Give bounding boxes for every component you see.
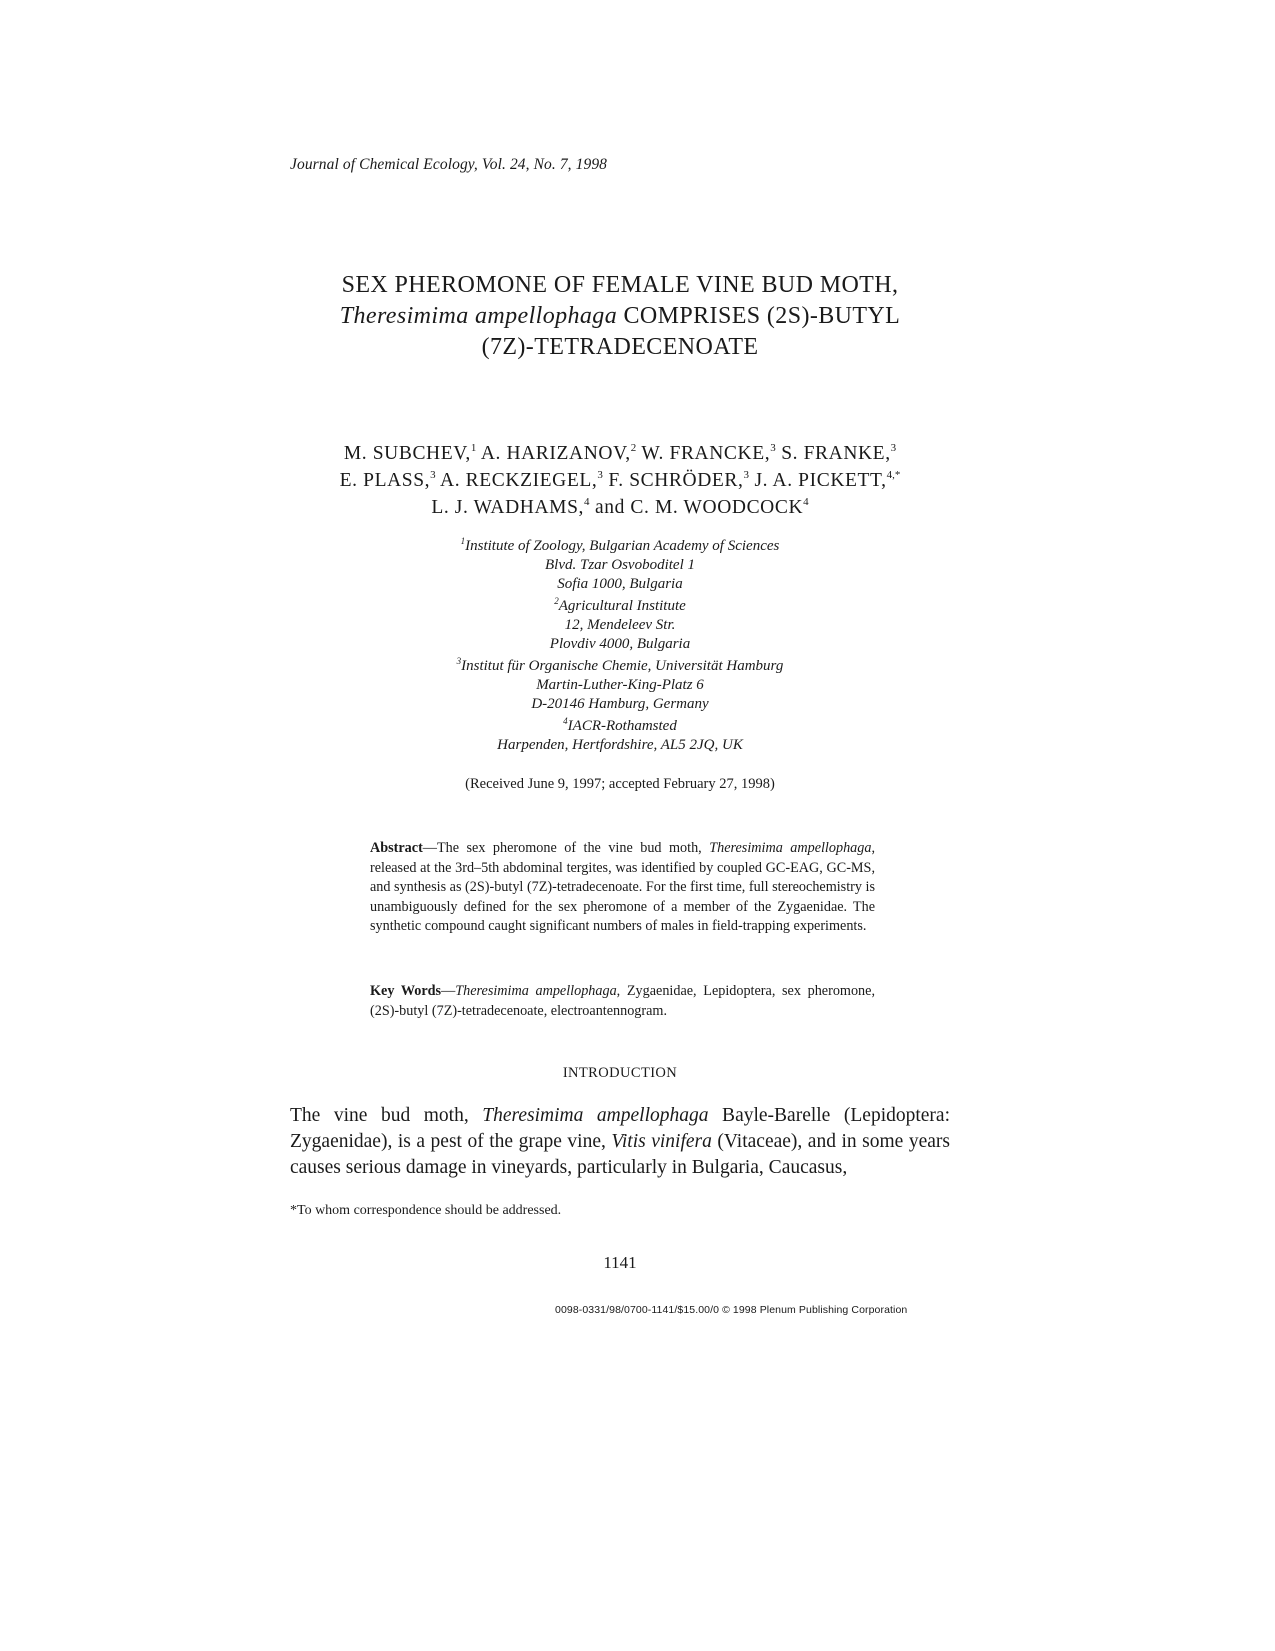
title-line-3: (7Z)-TETRADECENOATE bbox=[481, 334, 759, 360]
author: W. FRANCKE, bbox=[641, 443, 771, 464]
section-heading: INTRODUCTION bbox=[562, 1065, 678, 1081]
affiliation-sup: 1 bbox=[460, 536, 466, 546]
affiliation-list bbox=[290, 537, 950, 758]
author-sup: 2 bbox=[630, 442, 637, 454]
author-line-3 bbox=[290, 494, 950, 521]
affiliation-line: Plovdiv 4000, Bulgaria bbox=[549, 636, 691, 652]
affiliation-line: IACR-Rothamsted bbox=[567, 718, 677, 734]
intro-species: Theresimima ampellophaga bbox=[482, 1105, 709, 1126]
intro-paragraph bbox=[290, 1103, 950, 1181]
author: S. FRANKE, bbox=[781, 443, 891, 464]
received-dates: (Received June 9, 1997; accepted February 27, 1998) bbox=[465, 776, 775, 792]
abstract bbox=[370, 839, 875, 937]
title-line-2-rest: COMPRISES (2S)-BUTYL bbox=[617, 303, 901, 329]
author: M. SUBCHEV, bbox=[343, 443, 471, 464]
intro-host: Vitis vinifera bbox=[611, 1131, 712, 1152]
author: J. A. PICKETT, bbox=[754, 470, 887, 491]
affiliation-line: D-20146 Hamburg, Germany bbox=[531, 696, 709, 712]
author-sup: 3 bbox=[890, 442, 897, 454]
author: A. HARIZANOV, bbox=[480, 443, 631, 464]
intro-text: Bayle-Barelle (Lepidoptera: Zygaenidae), is a pest of the grape vine, bbox=[290, 1105, 950, 1152]
author-list bbox=[290, 440, 950, 521]
affiliation-line: Institute of Zoology, Bulgarian Academy of Sciences bbox=[465, 538, 780, 554]
keywords-text: , Zygaenidae, Lepidoptera, sex pheromone, (2S)-butyl (7Z)-tetradecenoate, electroantennogram. bbox=[370, 983, 875, 1019]
abstract-species: Theresimima ampellophaga bbox=[709, 840, 872, 856]
author: L. J. WADHAMS, bbox=[431, 497, 585, 518]
author: A. RECKZIEGEL, bbox=[440, 470, 598, 491]
affiliation-line: Sofia 1000, Bulgaria bbox=[557, 576, 683, 592]
author: and C. M. WOODCOCK bbox=[595, 497, 804, 518]
affiliation-line: Blvd. Tzar Osvoboditel 1 bbox=[545, 557, 695, 573]
author-line-1 bbox=[290, 440, 950, 467]
intro-text: (Vitaceae), and in some years causes serious damage in vineyards, particularly in Bulgaria, Caucasus, bbox=[290, 1131, 950, 1178]
affiliation-1 bbox=[290, 537, 950, 594]
affiliation-3 bbox=[290, 657, 950, 714]
author-sup: 4 bbox=[803, 496, 809, 508]
affiliation-4 bbox=[290, 717, 950, 755]
author-line-2 bbox=[290, 467, 950, 494]
title-line-1: SEX PHEROMONE OF FEMALE VINE BUD MOTH, bbox=[341, 272, 899, 298]
affiliation-line: 12, Mendeleev Str. bbox=[564, 617, 676, 633]
keywords-label: Key Words bbox=[370, 983, 442, 999]
author-sup: 4,* bbox=[886, 469, 901, 481]
author: F. SCHRÖDER, bbox=[608, 470, 744, 491]
author-sup: 3 bbox=[597, 469, 603, 481]
abstract-label: Abstract bbox=[370, 840, 423, 856]
title-species: Theresimima ampellophaga bbox=[339, 303, 618, 329]
affiliation-line: Agricultural Institute bbox=[558, 598, 686, 614]
title-line-2 bbox=[290, 301, 950, 332]
affiliation-sup: 4 bbox=[563, 716, 568, 726]
paper-title bbox=[290, 270, 950, 363]
intro-text: The vine bud moth, bbox=[290, 1105, 483, 1126]
footnote: *To whom correspondence should be addressed. bbox=[290, 1203, 562, 1218]
affiliation-sup: 3 bbox=[456, 656, 462, 666]
affiliation-line: Institut für Organische Chemie, Universität Hamburg bbox=[461, 658, 784, 674]
author-sup: 1 bbox=[470, 442, 477, 454]
affiliation-line: Martin-Luther-King-Platz 6 bbox=[536, 677, 704, 693]
affiliation-2 bbox=[290, 597, 950, 654]
page-number: 1141 bbox=[603, 1253, 637, 1272]
keywords-dash: — bbox=[441, 983, 456, 999]
author-sup: 3 bbox=[430, 469, 436, 481]
author-sup: 3 bbox=[743, 469, 749, 481]
copyright-line: 0098-0331/98/0700-1141/$15.00/0 © 1998 Plenum Publishing Corporation bbox=[555, 1304, 908, 1316]
running-head: Journal of Chemical Ecology, Vol. 24, No. 7, 1998 bbox=[290, 156, 608, 173]
author-sup: 3 bbox=[770, 442, 776, 454]
abstract-text: , released at the 3rd–5th abdominal tergites, was identified by coupled GC-EAG, GC-MS, and synthesis as (2S)-butyl (7Z)-tetradecenoate. For the first time, full stereochemistry is unambiguously defined for the sex pheromone of a member of the Zygaenidae. The synthetic compound caught significant numbers of males in field-trapping experiments. bbox=[370, 840, 875, 934]
affiliation-line: Harpenden, Hertfordshire, AL5 2JQ, UK bbox=[497, 737, 743, 753]
abstract-text: —The sex pheromone of the vine bud moth, bbox=[422, 840, 710, 856]
keywords-species: Theresimima ampellophaga bbox=[455, 983, 617, 999]
keywords bbox=[370, 982, 875, 1021]
author: E. PLASS, bbox=[339, 470, 431, 491]
affiliation-sup: 2 bbox=[554, 596, 559, 606]
author-sup: 4 bbox=[584, 496, 590, 508]
